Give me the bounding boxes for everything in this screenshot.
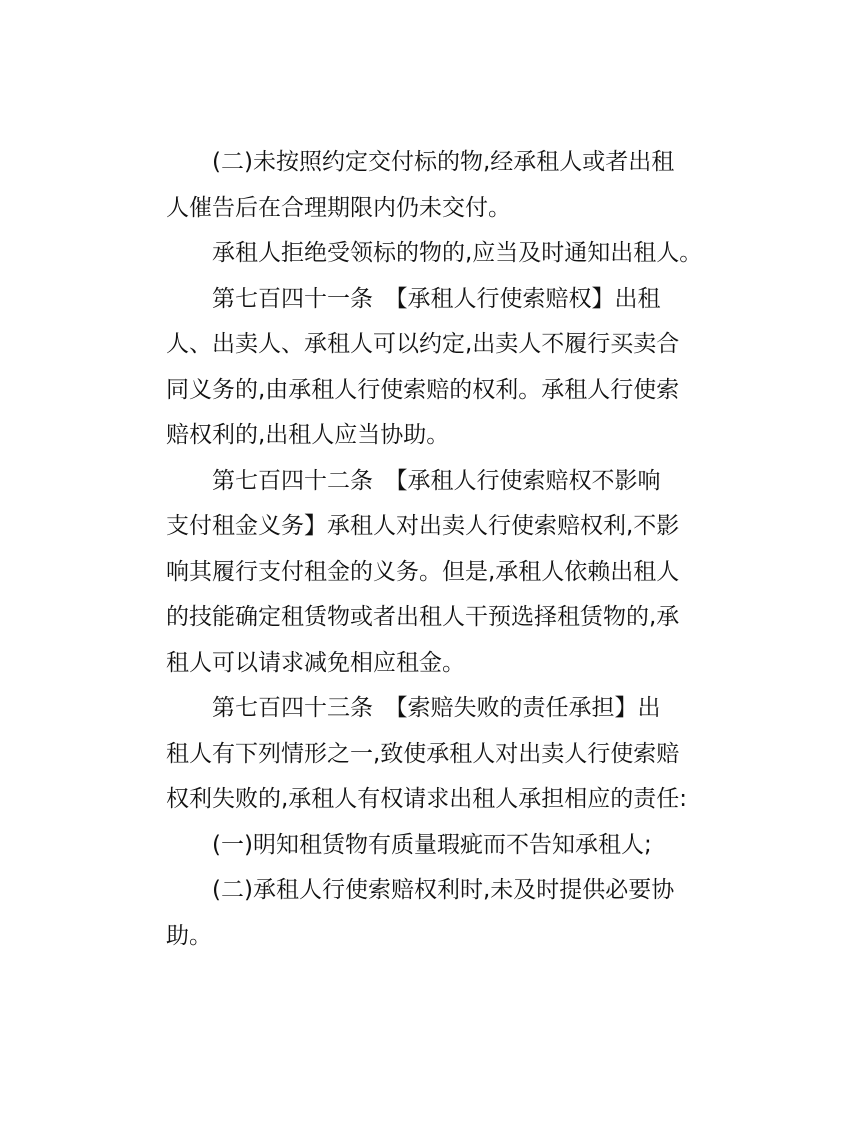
text-line: 承租人拒绝受领标的物的,应当及时通知出租人。 (212, 240, 703, 266)
article-741-heading-line: 第七百四十一条 【承租人行使索赔权】出租 (212, 285, 661, 312)
text-line: (二)未按照约定交付标的物,经承租人或者出租 (212, 149, 675, 175)
text-line: 租人可以请求减免相应租金。 (166, 649, 465, 676)
article-742-heading-line: 第七百四十二条 【承租人行使索赔权不影响 (212, 467, 661, 494)
text-line: 响其履行支付租金的义务。但是,承租人依赖出租人 (166, 558, 680, 585)
text-line: 租人有下列情形之一,致使承租人对出卖人行使索赔 (166, 740, 680, 767)
text-line: 支付租金义务】承租人对出卖人行使索赔权利,不影 (166, 513, 680, 539)
text-line: 权利失败的,承租人有权请求出租人承担相应的责任: (166, 786, 688, 812)
text-line: 人催告后在合理期限内仍未交付。 (166, 194, 511, 221)
text-line: 赔权利的,出租人应当协助。 (166, 422, 450, 448)
document-body (166, 140, 703, 959)
text-line: 助。 (166, 922, 212, 949)
article-743-heading-line: 第七百四十三条 【索赔失败的责任承担】出 (212, 695, 661, 721)
text-line: 人、出卖人、承租人可以约定,出卖人不履行买卖合 (166, 331, 680, 357)
list-item-line: (二)承租人行使索赔权利时,未及时提供必要协 (212, 877, 675, 903)
text-line: 的技能确定租赁物或者出租人干预选择租赁物的,承 (166, 604, 680, 630)
text-line: 同义务的,由承租人行使索赔的权利。承租人行使索 (166, 376, 680, 403)
list-item-line: (一)明知租赁物有质量瑕疵而不告知承租人; (212, 831, 652, 858)
